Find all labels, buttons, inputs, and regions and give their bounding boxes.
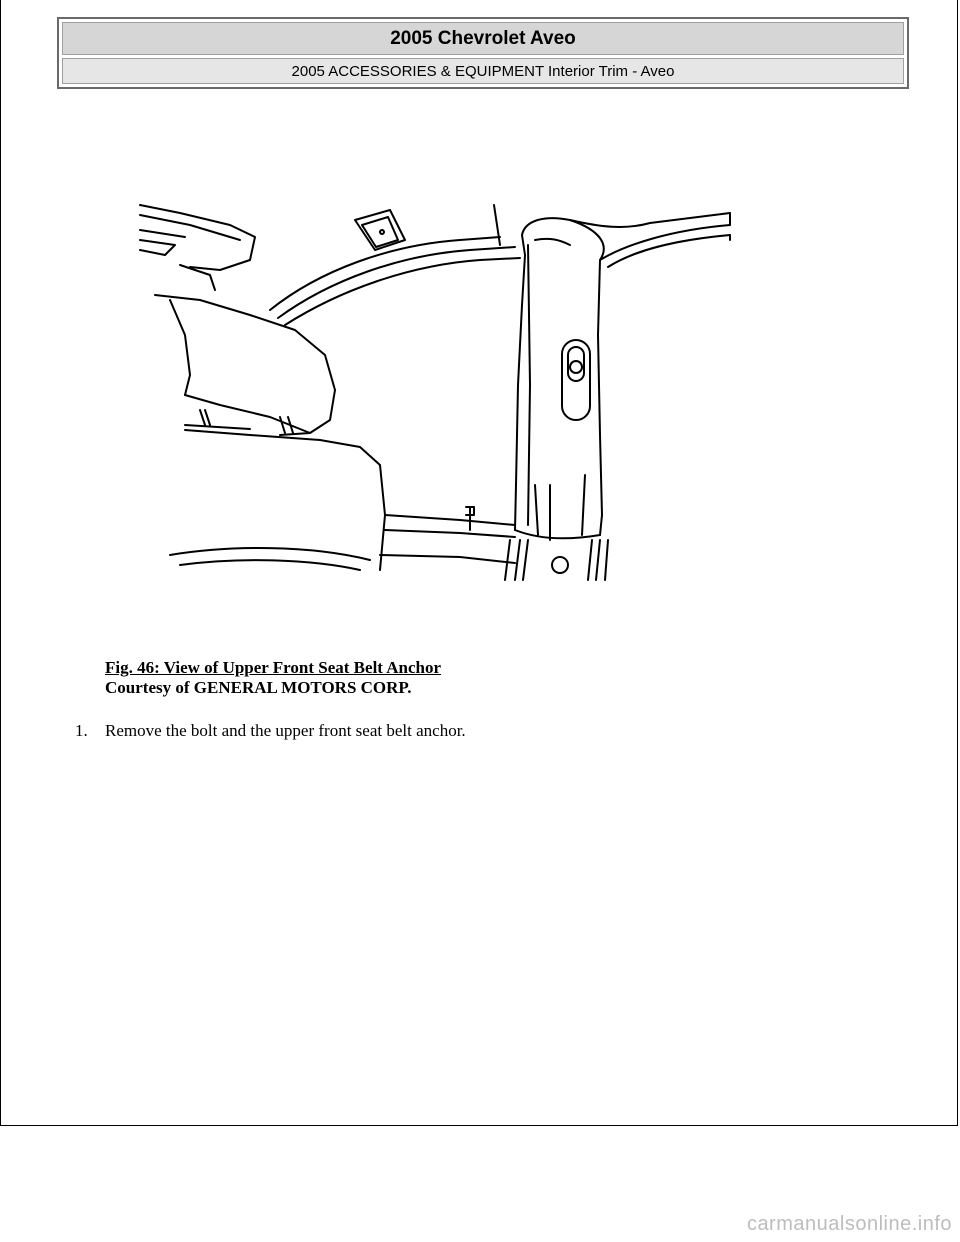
seat-belt-anchor-illustration	[130, 185, 750, 585]
site-watermark: carmanualsonline.info	[746, 1213, 952, 1235]
figure-caption	[105, 658, 441, 698]
step-text: Remove the bolt and the upper front seat belt anchor.	[105, 721, 466, 740]
header-title: 2005 Chevrolet Aveo	[390, 27, 576, 49]
step-number: 1.	[75, 721, 88, 740]
figure-credit: Courtesy of GENERAL MOTORS CORP.	[105, 678, 412, 697]
figure-title: Fig. 46: View of Upper Front Seat Belt Anchor	[105, 658, 442, 677]
header-title-band	[62, 22, 904, 55]
header-subtitle-band	[62, 58, 904, 84]
header-subtitle: 2005 ACCESSORIES & EQUIPMENT Interior Trim - Aveo	[291, 62, 675, 80]
page-header	[57, 17, 909, 89]
procedure-step	[75, 721, 466, 741]
